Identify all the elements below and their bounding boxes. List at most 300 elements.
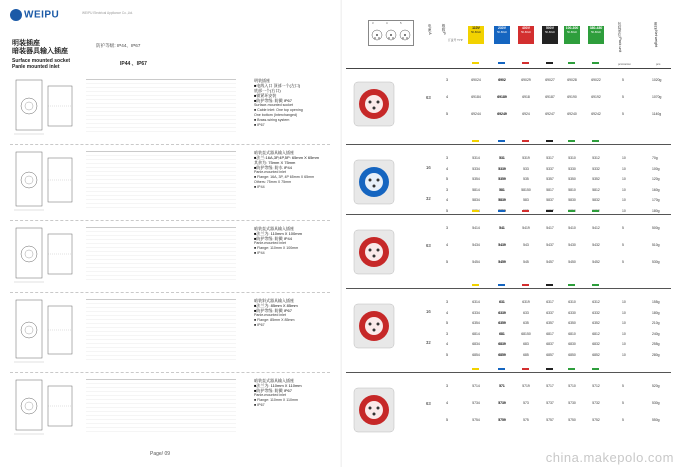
weight-value: 530g bbox=[652, 260, 660, 264]
order-code: 6924 bbox=[522, 112, 530, 116]
pack-value: 10 bbox=[622, 342, 626, 346]
order-code: 6902 bbox=[498, 78, 506, 82]
poles-value: 5 bbox=[446, 208, 448, 213]
voltage-color-marker bbox=[568, 62, 575, 64]
order-code: 69028 bbox=[567, 78, 577, 82]
pack-value: 10 bbox=[622, 177, 626, 181]
order-code: 5719 bbox=[522, 384, 530, 388]
order-code: 5730 bbox=[568, 401, 576, 405]
header-type: 订货号 TYP bbox=[448, 38, 463, 42]
voltage-color-marker bbox=[472, 62, 479, 64]
voltage-color-marker bbox=[522, 140, 529, 142]
spec-line: One bottom (Interchanged) bbox=[254, 113, 298, 117]
order-code: 5352 bbox=[592, 177, 600, 181]
order-code: 6314 bbox=[472, 300, 480, 304]
order-code: 6337 bbox=[546, 310, 554, 315]
order-code: 6312 bbox=[592, 300, 600, 304]
order-code: 5310 bbox=[568, 156, 576, 160]
order-code: 5432 bbox=[592, 243, 600, 247]
order-code: 5750 bbox=[568, 418, 576, 422]
technical-drawing bbox=[12, 224, 78, 284]
order-code: 681 bbox=[499, 331, 505, 336]
order-code: 5817 bbox=[546, 187, 554, 192]
order-code: 5332 bbox=[592, 166, 600, 171]
order-code: 69242 bbox=[591, 112, 601, 116]
order-code: 6850 bbox=[568, 352, 576, 357]
order-code: 5717 bbox=[546, 384, 554, 388]
order-code: 5334 bbox=[472, 166, 480, 171]
current-rating: 16 bbox=[426, 308, 431, 314]
order-code: 6359 bbox=[498, 321, 506, 325]
weight-value: 510g bbox=[652, 243, 660, 247]
product-photo bbox=[348, 74, 400, 130]
poles-value: 5 bbox=[446, 418, 448, 422]
spec-line: ■ Brass-wiring system bbox=[254, 118, 290, 122]
voltage-tab-1 bbox=[494, 26, 510, 44]
current-rating: 32 bbox=[426, 340, 431, 345]
order-code: 69192 bbox=[591, 95, 601, 99]
unit-pcs: pcs bbox=[656, 62, 661, 66]
spec-line: ■法兰:16A,3P,4P,5P: 65mm X 65mm bbox=[254, 155, 319, 160]
order-code: 6334 bbox=[472, 310, 480, 315]
spec-line: ■ Flange: 85mm X 85mm bbox=[254, 318, 295, 322]
order-code: 5830 bbox=[568, 198, 576, 202]
spec-line: 其余为: 75mm X 75mm bbox=[254, 160, 296, 165]
order-code: 5454 bbox=[472, 260, 480, 264]
order-code: 5759 bbox=[498, 418, 506, 422]
order-code: 6837 bbox=[546, 342, 554, 346]
order-code: 535 bbox=[523, 177, 529, 181]
ip-line: IP44 、IP67 bbox=[120, 61, 147, 67]
order-code: 5450 bbox=[568, 260, 576, 264]
order-code: 5354 bbox=[472, 177, 480, 181]
pack-value: 5 bbox=[622, 226, 624, 230]
order-code: 6310 bbox=[568, 300, 576, 304]
weight-value: 170g bbox=[652, 198, 660, 202]
spec-line: ■防护等级: 防溅 IP44 bbox=[254, 236, 292, 241]
voltage-hz: 50-60Hz bbox=[545, 30, 555, 34]
watermark: china.makepolo.com bbox=[545, 450, 674, 465]
order-code: 6852 bbox=[592, 352, 600, 357]
order-code: 69029 bbox=[521, 78, 531, 82]
pack-value: 5 bbox=[622, 78, 624, 82]
order-code: 6354 bbox=[472, 321, 480, 325]
spec-line: Panle-mounted inlet bbox=[254, 170, 286, 174]
voltage-tab-0 bbox=[468, 26, 484, 44]
dimension-table bbox=[86, 224, 236, 282]
order-code: 5754 bbox=[472, 418, 480, 422]
order-code: 69027 bbox=[545, 78, 555, 82]
spec-line: Panle-mounted inlet bbox=[254, 393, 286, 397]
order-code: 5330 bbox=[568, 166, 576, 171]
order-code: 5457 bbox=[546, 260, 554, 264]
spec-line: ■ IP44 bbox=[254, 185, 265, 189]
order-code: 5337 bbox=[546, 166, 554, 171]
order-code: 6350 bbox=[568, 321, 576, 325]
order-code: 583 bbox=[523, 198, 529, 202]
voltage-color-marker bbox=[522, 210, 529, 212]
voltage-color-marker bbox=[472, 368, 479, 370]
voltage-color-marker bbox=[546, 368, 553, 370]
current-rating: 63 bbox=[426, 401, 431, 406]
pack-value: 5 bbox=[622, 112, 624, 116]
weipu-logo-icon bbox=[10, 9, 22, 21]
order-code: 6817 bbox=[546, 331, 554, 336]
order-code: 6317 bbox=[546, 300, 554, 304]
spec-line: 暗装直式器具输入插座 bbox=[254, 150, 294, 155]
order-code: 6857 bbox=[546, 352, 554, 357]
voltage-color-marker bbox=[546, 140, 553, 142]
order-code: 69189 bbox=[497, 95, 507, 99]
poles-value: 4 bbox=[446, 401, 448, 405]
order-code: 5410 bbox=[568, 226, 576, 230]
pin-label: 5 bbox=[400, 21, 402, 25]
order-code: 5810 bbox=[568, 187, 576, 192]
spec-line: ■ Flange: 110mm X 110mm bbox=[254, 398, 298, 402]
header-pack-unit: 包装单位 Pack unit bbox=[618, 22, 622, 53]
spec-list bbox=[254, 150, 338, 190]
voltage-hz: 50-60Hz bbox=[567, 30, 577, 34]
dimension-table bbox=[86, 148, 236, 210]
order-code: 5739 bbox=[498, 401, 506, 405]
order-code: 6918 bbox=[522, 95, 530, 99]
weight-value: 280g bbox=[652, 352, 660, 357]
pin-label: 4 bbox=[386, 21, 388, 25]
pack-value: 10 bbox=[622, 352, 626, 357]
order-code: 6352 bbox=[592, 321, 600, 325]
spec-line: Panle-mounted inlet bbox=[254, 241, 286, 245]
order-code: 581 bbox=[499, 187, 505, 192]
voltage-value: 110V bbox=[472, 26, 480, 30]
voltage-color-marker bbox=[498, 62, 505, 64]
poles-value: 3 bbox=[446, 300, 448, 304]
weight-value: 530g bbox=[652, 401, 660, 405]
poles-value: 5 bbox=[446, 112, 448, 116]
voltage-tab-5 bbox=[588, 26, 604, 44]
spec-line: ■防护等级: 防水 IP44 bbox=[254, 165, 292, 170]
order-code: 683 bbox=[523, 342, 529, 346]
spec-line: ■ Flange: 110mm X 100mm bbox=[254, 246, 299, 250]
technical-drawing bbox=[12, 376, 78, 436]
section-separator bbox=[10, 220, 330, 221]
order-code: 5837 bbox=[546, 198, 554, 202]
order-code: 5359 bbox=[498, 177, 506, 181]
pack-value: 10 bbox=[622, 310, 626, 315]
dimension-table bbox=[86, 296, 236, 362]
technical-drawing bbox=[12, 148, 78, 212]
brand-name: WEIPU bbox=[24, 9, 60, 21]
pack-value: 10 bbox=[622, 187, 626, 192]
voltage-color-marker bbox=[472, 284, 479, 286]
order-code: 6339 bbox=[498, 310, 506, 315]
order-code: 6812 bbox=[592, 331, 600, 336]
page-number: Page/ 09 bbox=[150, 451, 171, 457]
section-separator bbox=[10, 144, 330, 145]
header-current: 电流 A bbox=[428, 24, 432, 35]
poles-value: 4 bbox=[446, 243, 448, 247]
poles-value: 5 bbox=[446, 177, 448, 181]
order-code: 69240 bbox=[567, 112, 577, 116]
voltage-color-marker bbox=[522, 62, 529, 64]
weight-value: 240g bbox=[652, 331, 660, 336]
pack-value: 5 bbox=[622, 95, 624, 99]
pin-diagram bbox=[368, 20, 414, 46]
order-code: 68150 bbox=[521, 331, 531, 336]
poles-value: 4 bbox=[446, 342, 448, 346]
spec-line: Surface-mounted socket bbox=[254, 103, 293, 107]
order-code: 6834 bbox=[472, 342, 480, 346]
order-code: 69022 bbox=[591, 78, 601, 82]
order-code: 541 bbox=[499, 226, 505, 230]
product-photo bbox=[348, 152, 400, 212]
order-code: 6854 bbox=[472, 352, 480, 357]
order-code: 5814 bbox=[472, 187, 480, 192]
spec-list bbox=[254, 78, 338, 128]
group-rule bbox=[346, 288, 671, 289]
voltage-color-marker bbox=[568, 284, 575, 286]
voltage-color-marker bbox=[592, 140, 599, 142]
order-code: 543 bbox=[523, 243, 529, 247]
poles-value: 5 bbox=[446, 352, 448, 357]
pack-value: 10 bbox=[622, 156, 626, 160]
voltage-value: 380-480 bbox=[589, 26, 603, 30]
weight-value: 1020g bbox=[652, 78, 662, 82]
weight-value: 550g bbox=[652, 418, 660, 422]
order-code: 5319 bbox=[522, 156, 530, 160]
voltage-color-marker bbox=[522, 368, 529, 370]
group-rule bbox=[346, 144, 671, 145]
order-code: 5339 bbox=[498, 166, 506, 171]
current-rating: 63 bbox=[426, 95, 431, 100]
voltage-color-marker bbox=[522, 284, 529, 286]
poles-value: 4 bbox=[446, 95, 448, 99]
pack-value: 5 bbox=[622, 260, 624, 264]
order-code: 58150 bbox=[521, 187, 531, 192]
order-code: 6319 bbox=[522, 300, 530, 304]
order-code: 5710 bbox=[568, 384, 576, 388]
pack-value: 5 bbox=[622, 243, 624, 247]
spec-line: ■法兰为: 85mm X 85mm bbox=[254, 303, 298, 308]
pack-value: 10 bbox=[622, 321, 626, 325]
poles-value: 3 bbox=[446, 226, 448, 230]
pack-value: 5 bbox=[622, 418, 624, 422]
voltage-color-marker bbox=[592, 368, 599, 370]
spec-line: ■ IP67 bbox=[254, 323, 265, 327]
voltage-color-marker bbox=[546, 62, 553, 64]
brand-logo bbox=[10, 6, 84, 20]
weight-value: 210g bbox=[652, 321, 660, 325]
order-code: 69247 bbox=[545, 112, 555, 116]
order-code: 5734 bbox=[472, 401, 480, 405]
spec-line: 暗装直式器具输入插座 bbox=[254, 226, 294, 231]
order-code: 5437 bbox=[546, 243, 554, 247]
voltage-color-marker bbox=[592, 284, 599, 286]
technical-drawing bbox=[12, 296, 78, 364]
spec-list bbox=[254, 378, 338, 408]
weight-value: 180g bbox=[652, 208, 660, 213]
weight-value: 160g bbox=[652, 187, 660, 192]
spec-line: ■ IP67 bbox=[254, 123, 265, 127]
voltage-color-marker bbox=[498, 210, 505, 212]
order-code: 6859 bbox=[498, 352, 506, 357]
voltage-value: 100-300 bbox=[565, 26, 579, 30]
dimension-table bbox=[86, 76, 236, 134]
weight-value: 180g bbox=[652, 310, 660, 315]
voltage-color-marker bbox=[546, 284, 553, 286]
order-code: 635 bbox=[523, 321, 529, 325]
poles-value: 3 bbox=[446, 78, 448, 82]
order-code: 5430 bbox=[568, 243, 576, 247]
spec-line: 底部一个(右口) bbox=[254, 88, 281, 93]
poles-value: 5 bbox=[446, 260, 448, 264]
weight-value: 520g bbox=[652, 384, 660, 388]
current-rating: 63 bbox=[426, 243, 431, 248]
header-rule bbox=[346, 68, 671, 69]
company-name: WEIPU Electrical Appliance Co.,Ltd. bbox=[82, 11, 134, 15]
order-code: 5357 bbox=[546, 177, 554, 181]
order-code: 5812 bbox=[592, 187, 600, 192]
current-rating: 16 bbox=[426, 164, 431, 170]
order-code: 5412 bbox=[592, 226, 600, 230]
pack-value: 5 bbox=[622, 401, 624, 405]
voltage-value: 400V bbox=[522, 26, 530, 30]
order-code: 69190 bbox=[567, 95, 577, 99]
voltage-color-marker bbox=[568, 368, 575, 370]
voltage-hz: 50-60Hz bbox=[497, 30, 507, 34]
order-code: 533 bbox=[523, 166, 529, 171]
spec-line: 明装插座 bbox=[254, 78, 270, 83]
unit-pcs-carton: pcs/carton bbox=[618, 62, 631, 66]
voltage-color-marker bbox=[472, 140, 479, 142]
product-photo bbox=[348, 222, 400, 278]
technical-drawing bbox=[12, 76, 78, 136]
order-code: 5714 bbox=[472, 384, 480, 388]
spec-list bbox=[254, 226, 338, 256]
order-code: 5732 bbox=[592, 401, 600, 405]
spec-list bbox=[254, 298, 338, 328]
weight-value: 255g bbox=[652, 342, 660, 346]
pack-value: 10 bbox=[622, 331, 626, 336]
header-poles: 极数 P bbox=[442, 24, 446, 35]
poles-value: 3 bbox=[446, 384, 448, 388]
order-code: 5314 bbox=[472, 156, 480, 160]
order-code: 6832 bbox=[592, 342, 600, 346]
order-code: 5419 bbox=[522, 226, 530, 230]
voltage-color-marker bbox=[568, 140, 575, 142]
voltage-hz: 50-60Hz bbox=[521, 30, 531, 34]
voltage-tab-2 bbox=[518, 26, 534, 44]
voltage-tab-4 bbox=[564, 26, 580, 44]
section-separator bbox=[10, 372, 330, 373]
order-code: 5317 bbox=[546, 156, 554, 160]
voltage-color-marker bbox=[592, 210, 599, 212]
spec-line: ■ Cable inlet: One top opening bbox=[254, 108, 303, 112]
voltage-hz: 50-60Hz bbox=[591, 30, 601, 34]
dimension-table bbox=[86, 376, 236, 434]
group-rule bbox=[346, 372, 671, 373]
poles-value: 5 bbox=[446, 321, 448, 325]
order-code: 5459 bbox=[498, 260, 506, 264]
order-code: 545 bbox=[523, 260, 529, 264]
spec-line: ■防护等级: 防溅 IP67 bbox=[254, 308, 292, 313]
order-code: 6814 bbox=[472, 331, 480, 336]
voltage-hz: 50-60Hz bbox=[471, 30, 481, 34]
order-code: 5350 bbox=[568, 177, 576, 181]
spec-line: ■防护等级: 防溅 IP67 bbox=[254, 98, 292, 103]
order-code: 5439 bbox=[498, 243, 506, 247]
poles-value: 4 bbox=[446, 198, 448, 202]
weight-value: 70g bbox=[652, 156, 658, 160]
order-code: 69024 bbox=[471, 78, 481, 82]
poles-value: 3 bbox=[446, 331, 448, 336]
voltage-color-marker bbox=[498, 140, 505, 142]
pack-value: 5 bbox=[622, 384, 624, 388]
poles-value: 4 bbox=[446, 166, 448, 171]
weight-value: 100g bbox=[652, 166, 660, 171]
spec-line: Panle-mounted inlet bbox=[254, 313, 286, 317]
order-code: 5414 bbox=[472, 226, 480, 230]
order-code: 5839 bbox=[498, 198, 506, 202]
pack-value: 10 bbox=[622, 198, 626, 202]
order-code: 6332 bbox=[592, 310, 600, 315]
order-code: 531 bbox=[499, 156, 505, 160]
order-code: 5834 bbox=[472, 198, 480, 202]
order-code: 5752 bbox=[592, 418, 600, 422]
spec-line: Others: 75mm X 75mm bbox=[254, 180, 292, 184]
order-code: 5712 bbox=[592, 384, 600, 388]
order-code: 5434 bbox=[472, 243, 480, 247]
spec-line: ■防护等级: 防溅 IP67 bbox=[254, 388, 292, 393]
voltage-value: 230V bbox=[498, 26, 506, 30]
current-rating: 32 bbox=[426, 196, 431, 201]
spec-line: ■ Flange: 16A, 3P, 4P 65mm X 65mm bbox=[254, 175, 315, 179]
order-code: 633 bbox=[523, 310, 529, 315]
section-separator bbox=[10, 292, 330, 293]
spec-line: ■ IP67 bbox=[254, 403, 265, 407]
spec-line: 暗装斜式器具输入插座 bbox=[254, 298, 294, 303]
order-code: 571 bbox=[499, 384, 505, 388]
order-code: 5452 bbox=[592, 260, 600, 264]
spec-line: ■锁紧环安装 bbox=[254, 93, 277, 98]
order-code: 6330 bbox=[568, 310, 576, 315]
order-code: 6839 bbox=[498, 342, 506, 346]
weight-value: 500g bbox=[652, 226, 660, 230]
spec-line: 暗装直式器具输入插座 bbox=[254, 378, 294, 383]
poles-value: 3 bbox=[446, 187, 448, 192]
order-code: 631 bbox=[499, 300, 505, 304]
order-code: 69187 bbox=[545, 95, 555, 99]
title-en-2: Panle mounted inlet bbox=[12, 64, 60, 70]
header-weight: 重量 Net weight bbox=[654, 22, 658, 48]
order-code: 6810 bbox=[568, 331, 576, 336]
order-code: 685 bbox=[523, 352, 529, 357]
pack-value: 10 bbox=[622, 300, 626, 304]
voltage-tab-3 bbox=[542, 26, 558, 44]
spec-line: ■法兰为: 110mm X 100mm bbox=[254, 231, 302, 236]
order-code: 6830 bbox=[568, 342, 576, 346]
protection-label: 防护等级: IP44、IP67 bbox=[96, 43, 141, 48]
spec-line: ■法兰为: 110mm X 110mm bbox=[254, 383, 302, 388]
order-code: 5832 bbox=[592, 198, 600, 202]
poles-value: 4 bbox=[446, 310, 448, 315]
order-code: 69249 bbox=[497, 112, 507, 116]
order-code: 5737 bbox=[546, 401, 554, 405]
product-photo bbox=[348, 296, 400, 356]
title-cn-2: 暗装器具输入插座 bbox=[12, 48, 68, 55]
order-code: 575 bbox=[523, 418, 529, 422]
spec-line: ■ IP44 bbox=[254, 251, 265, 255]
order-code: 5757 bbox=[546, 418, 554, 422]
